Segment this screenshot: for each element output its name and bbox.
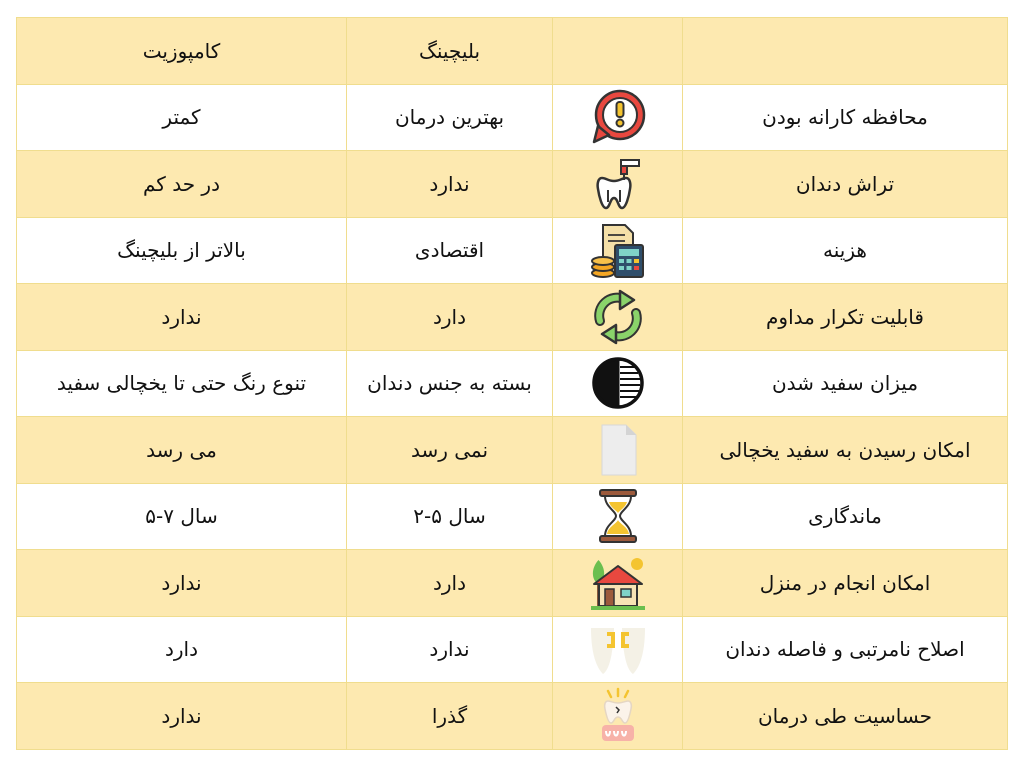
blank-page-icon (596, 421, 640, 479)
header-bleaching: بلیچینگ (347, 18, 553, 85)
composite-cell: دارد (17, 616, 347, 683)
feature-cell: ماندگاری (683, 483, 1008, 550)
bleaching-cell: اقتصادی (347, 217, 553, 284)
table-row (17, 550, 1008, 617)
composite-cell: در حد کم (17, 151, 347, 218)
table-row (17, 417, 1008, 484)
comparison-table (16, 17, 1008, 750)
bleaching-cell: بهترین درمان (347, 84, 553, 151)
bleaching-cell: دارد (347, 550, 553, 617)
bleaching-cell: نمی رسد (347, 417, 553, 484)
repeat-arrows-icon (589, 288, 647, 346)
calculator-coins-icon (589, 221, 647, 279)
feature-cell: هزینه (683, 217, 1008, 284)
bleaching-cell: گذرا (347, 683, 553, 750)
composite-cell: ندارد (17, 550, 347, 617)
feature-cell: قابلیت تکرار مداوم (683, 284, 1008, 351)
table-row (17, 616, 1008, 683)
feature-cell: تراش دندان (683, 151, 1008, 218)
feature-cell: محافظه کارانه بودن (683, 84, 1008, 151)
table-row (17, 284, 1008, 351)
table-row (17, 683, 1008, 750)
composite-cell: تنوع رنگ حتی تا یخچالی سفید (17, 350, 347, 417)
feature-cell: امکان رسیدن به سفید یخچالی (683, 417, 1008, 484)
bleaching-cell: ۲-۵ سال (347, 483, 553, 550)
composite-cell: ندارد (17, 683, 347, 750)
bleaching-cell: ندارد (347, 616, 553, 683)
table-row (17, 84, 1008, 151)
house-icon (589, 554, 647, 612)
bleaching-cell: دارد (347, 284, 553, 351)
table-row (17, 483, 1008, 550)
composite-cell: ندارد (17, 284, 347, 351)
composite-cell: ۵-۷ سال (17, 483, 347, 550)
composite-cell: می رسد (17, 417, 347, 484)
feature-cell: امکان انجام در منزل (683, 550, 1008, 617)
header-icon (553, 18, 683, 85)
tooth-drill-icon (590, 156, 646, 212)
composite-cell: کمتر (17, 84, 347, 151)
table-header-row (17, 18, 1008, 85)
feature-cell: میزان سفید شدن (683, 350, 1008, 417)
feature-cell: حساسیت طی درمان (683, 683, 1008, 750)
bleaching-cell: بسته به جنس دندان (347, 350, 553, 417)
table-row (17, 151, 1008, 218)
table-row (17, 350, 1008, 417)
header-composite: کامپوزیت (17, 18, 347, 85)
teeth-gap-icon (589, 620, 647, 678)
hourglass-icon (596, 487, 640, 545)
feature-cell: اصلاح نامرتبی و فاصله دندان (683, 616, 1008, 683)
composite-cell: بالاتر از بلیچینگ (17, 217, 347, 284)
sensitive-tooth-icon (594, 687, 642, 745)
exclamation-speech-icon (589, 88, 647, 146)
header-feature (683, 18, 1008, 85)
half-circle-icon (590, 355, 646, 411)
bleaching-cell: ندارد (347, 151, 553, 218)
table-row (17, 217, 1008, 284)
